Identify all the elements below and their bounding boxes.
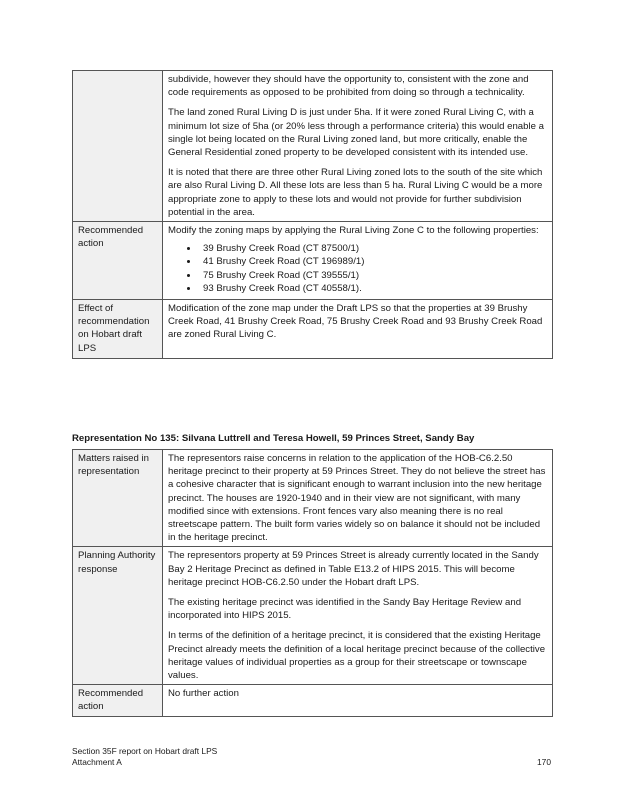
planning-authority-cell (163, 547, 553, 685)
paragraph: It is noted that there are three other Rural Living zoned lots to the south of the site which are also Rural Living D. All these lots are less than 5 ha. Rural Living C would be a more appropriate zone to apply to these lots and would not provide for further subdivision potential in the area. (168, 167, 543, 218)
page-footer (72, 746, 553, 768)
list-item: • 93 Brushy Creek Road (CT 40558/1). (199, 282, 548, 295)
effect-label: Effect of recommendation on Hobart draft LPS (73, 300, 163, 359)
page-number: 170 (537, 757, 551, 767)
effect-cell: Modification of the zone map under the Draft LPS so that the properties at 39 Brushy Creek Road, 41 Brushy Creek Road, 75 Brushy Creek Road and 93 Brushy Creek Road are zoned Rural Living C. (163, 300, 553, 359)
paragraph: The existing heritage precinct was identified in the Sandy Bay Heritage Review and incorporated into HIPS 2015. (168, 597, 522, 622)
paragraph: Modify the zoning maps by applying the Rural Living Zone C to the following properties: (168, 225, 539, 237)
paragraph: subdivide, however they should have the opportunity to, consistent with the zone and code requirements as opposed to be prohibited from doing so through a technicality. (168, 74, 529, 99)
recommended-action-cell (163, 222, 553, 300)
list-item: • 39 Brushy Creek Road (CT 87500/1) (199, 242, 548, 255)
matters-label: Matters raised in representation (73, 450, 163, 547)
representation-table (72, 449, 553, 717)
recommended-action-label: Recommended action (73, 685, 163, 716)
table-row (73, 300, 553, 359)
empty-label-cell (73, 71, 163, 222)
list-item: • 75 Brushy Creek Road (CT 39555/1) (199, 269, 548, 282)
footer-line: Attachment A (72, 757, 122, 767)
representation-table-continued (72, 70, 553, 359)
table-row (73, 547, 553, 685)
paragraph: In terms of the definition of a heritage precinct, it is considered that the existing Heritage Precinct already meets the definition of a local heritage precinct because of the collective heritage values of individual properties as a group for their streetscape or townscape values. (168, 630, 546, 682)
recommended-action-cell: No further action (163, 685, 553, 716)
recommended-action-label: Recommended action (73, 222, 163, 300)
table-row (73, 450, 553, 547)
planning-authority-label: Planning Authority response (73, 547, 163, 685)
paragraph: The representors property at 59 Princes Street is already currently located in the Sandy Bay 2 Heritage Precinct as defined in Table E13.2 of HIPS 2015. This will become heritage precinct HOB-C6.2.50 under the Hobart draft LPS. (168, 550, 539, 588)
table-row (73, 71, 553, 222)
paragraph: The land zoned Rural Living D is just under 5ha. If it were zoned Rural Living C, with a minimum lot size of 5ha (or 20% less through a performance criteria) this would enable a single lot being located on the Rural Living zoned land, but more critically, enable the General Residential zoned property to be developed consistent with its intended use. (168, 107, 544, 159)
representation-title: Representation No 135: Silvana Luttrell and Teresa Howell, 59 Princes Street, Sandy Bay (72, 433, 475, 444)
list-item: • 41 Brushy Creek Road (CT 196989/1) (199, 255, 548, 268)
matters-cell: The representors raise concerns in relation to the application of the HOB-C6.2.50 heritage precinct to their property at 59 Princes Street. They do not believe the street has a cohesive character that is significant enough to warrant inclusion into the new heritage precinct. The houses are 1920-1940 and in their view are not significant, with many modified since with extensions. Front fences vary also meaning there is no real streetscape pattern. The built form varies widely so on balance it should not be included in the heritage precinct. (163, 450, 553, 547)
content-cell (163, 71, 553, 222)
footer-line: Section 35F report on Hobart draft LPS (72, 746, 218, 756)
table-row (73, 685, 553, 716)
property-list (168, 242, 548, 295)
table-row (73, 222, 553, 300)
